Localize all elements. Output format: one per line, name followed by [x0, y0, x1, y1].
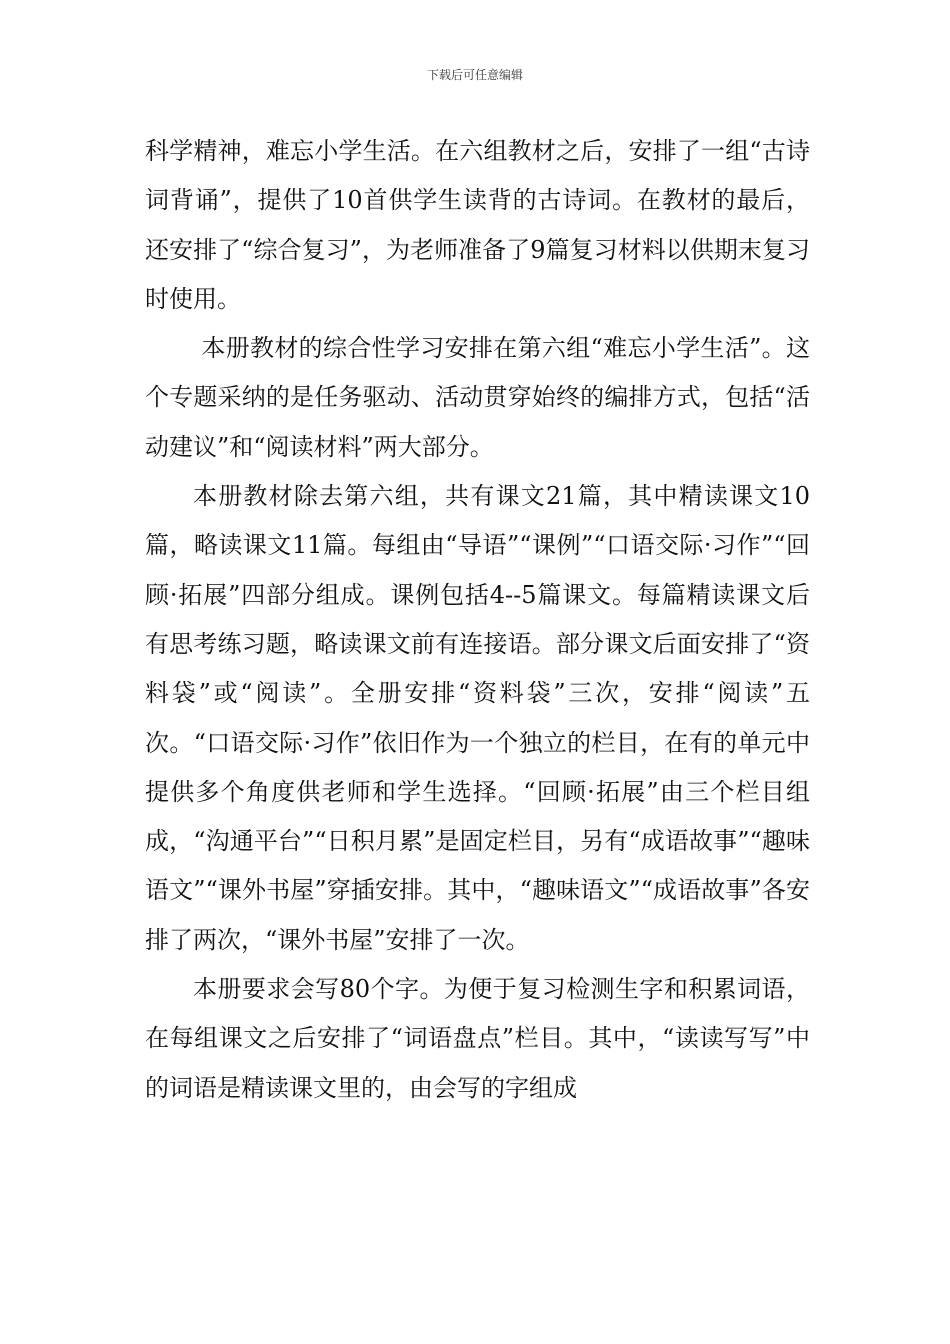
- paragraph-1: 科学精神，难忘小学生活。在六组教材之后，安排了一组“古诗词背诵”，提供了10首供学生读背的古诗词。在教材的最后，还安排了“综合复习”，为老师准备了9篇复习材料以供期末复习时使用。: [145, 137, 810, 313]
- paragraph-3: 本册教材除去第六组，共有课文21篇，其中精读课文10篇，略读课文11篇。每组由“导语”“课例”“口语交际·习作”“回顾·拓展”四部分组成。课例包括4--5篇课文。每篇精读课文后有思考练习题，略读课文前有连接语。部分课文后面安排了“资料袋”或“阅读”。全册安排“资料袋”三次，安排“阅读”五次。“口语交际·习作”依旧作为一个独立的栏目，在有的单元中提供多个角度供老师和学生选择。“回顾·拓展”由三个栏目组成，“沟通平台”“日积月累”是固定栏目，另有“成语故事”“趣味语文”“课外书屋”穿插安排。其中，“趣味语文”“成语故事”各安排了两次，“课外书屋”安排了一次。: [145, 482, 810, 954]
- paragraph-4: 本册要求会写80个字。为便于复习检测生字和积累词语，在每组课文之后安排了“词语盘点”栏目。其中，“读读写写”中的词语是精读课文里的，由会写的字组成: [145, 975, 810, 1102]
- page-header: 下载后可任意编辑: [426, 68, 523, 82]
- document-body: [145, 127, 810, 1113]
- paragraph-2: 本册教材的综合性学习安排在第六组“难忘小学生活”。这个专题采纳的是任务驱动、活动贯穿始终的编排方式，包括“活动建议”和“阅读材料”两大部分。: [145, 334, 810, 461]
